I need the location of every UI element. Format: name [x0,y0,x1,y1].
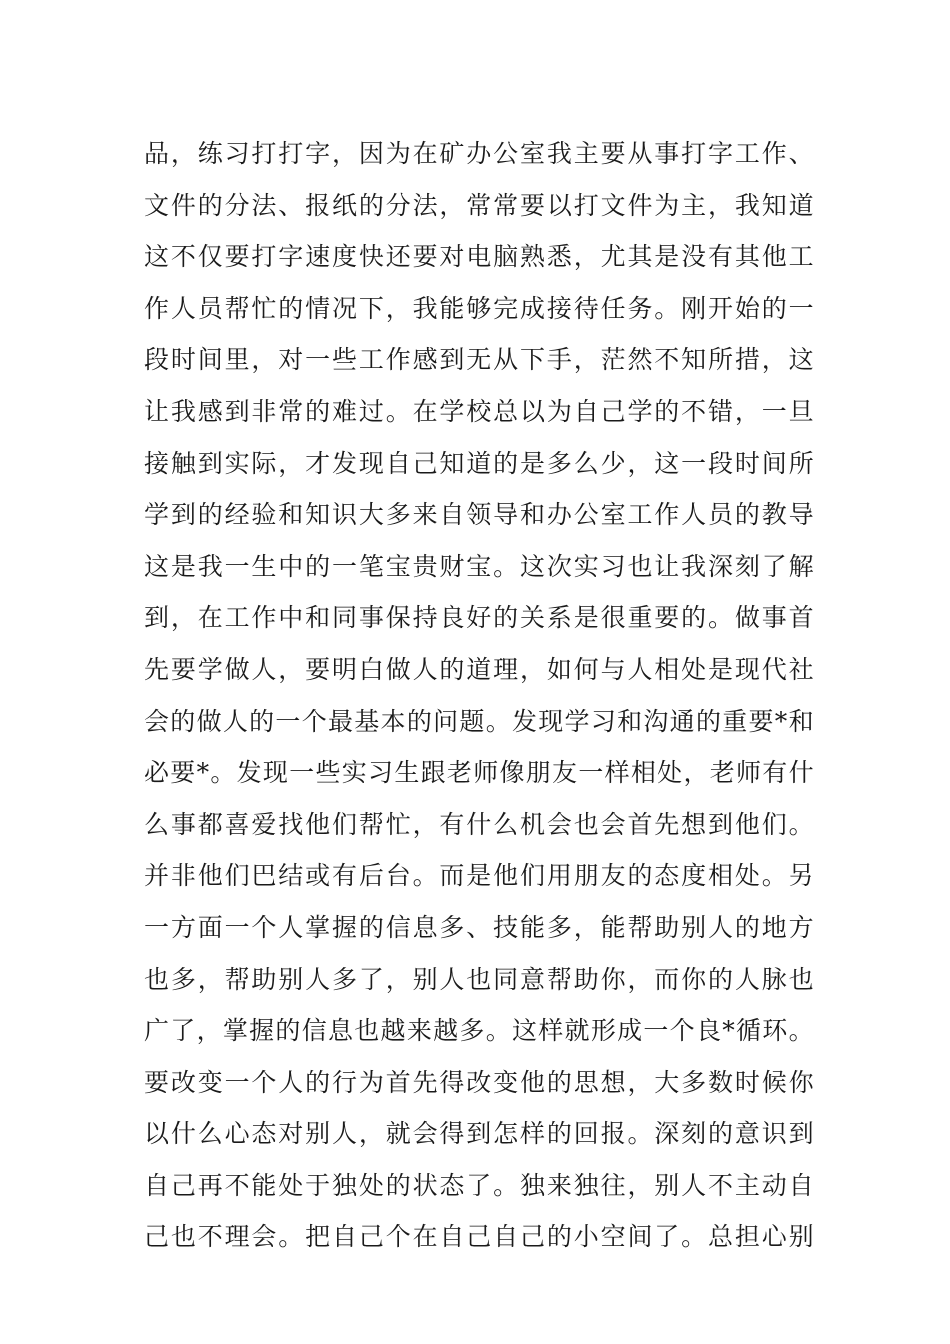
text-line: 品，练习打打字，因为在矿办公室我主要从事打字工作、 [144,139,814,168]
text-line: 必要*。发现一些实习生跟老师像朋友一样相处，老师有什 [144,758,814,788]
text-line: 并非他们巴结或有后台。而是他们用朋友的态度相处。另 [144,861,814,891]
body-text [144,128,814,1263]
text-line: 己也不理会。把自己个在自己自己的小空间了。总担心别 [144,1222,814,1252]
text-line: 让我感到非常的难过。在学校总以为自己学的不错，一旦 [144,396,814,426]
text-line: 么事都喜爱找他们帮忙，有什么机会也会首先想到他们。 [144,809,814,839]
text-line: 先要学做人，要明白做人的道理，如何与人相处是现代社 [144,654,814,684]
text-line: 自己再不能处于独处的状态了。独来独往，别人不主动自 [144,1170,814,1200]
text-line: 也多，帮助别人多了，别人也同意帮助你，而你的人脉也 [144,964,814,994]
text-line: 会的做人的一个最基本的问题。发现学习和沟通的重要*和 [144,706,814,736]
text-line: 一方面一个人掌握的信息多、技能多，能帮助别人的地方 [144,912,814,942]
text-line: 文件的分法、报纸的分法，常常要以打文件为主，我知道 [144,190,814,220]
text-line: 以什么心态对别人，就会得到怎样的回报。深刻的意识到 [144,1119,814,1149]
text-line: 作人员帮忙的情况下，我能够完成接待任务。刚开始的一 [144,293,814,323]
text-line: 接触到实际，才发现自己知道的是多么少，这一段时间所 [144,448,814,478]
text-line: 段时间里，对一些工作感到无从下手，茫然不知所措，这 [144,345,814,375]
text-line: 这是我一生中的一笔宝贵财宝。这次实习也让我深刻了解 [144,551,814,581]
text-line: 这不仅要打字速度快还要对电脑熟悉，尤其是没有其他工 [144,242,814,272]
text-line: 学到的经验和知识大多来自领导和办公室工作人员的教导 [144,500,814,530]
text-line: 要改变一个人的行为首先得改变他的思想，大多数时候你 [144,1067,814,1097]
text-line: 广了，掌握的信息也越来越多。这样就形成一个良*循环。 [144,1016,814,1046]
text-line: 到，在工作中和同事保持良好的关系是很重要的。做事首 [144,603,814,633]
